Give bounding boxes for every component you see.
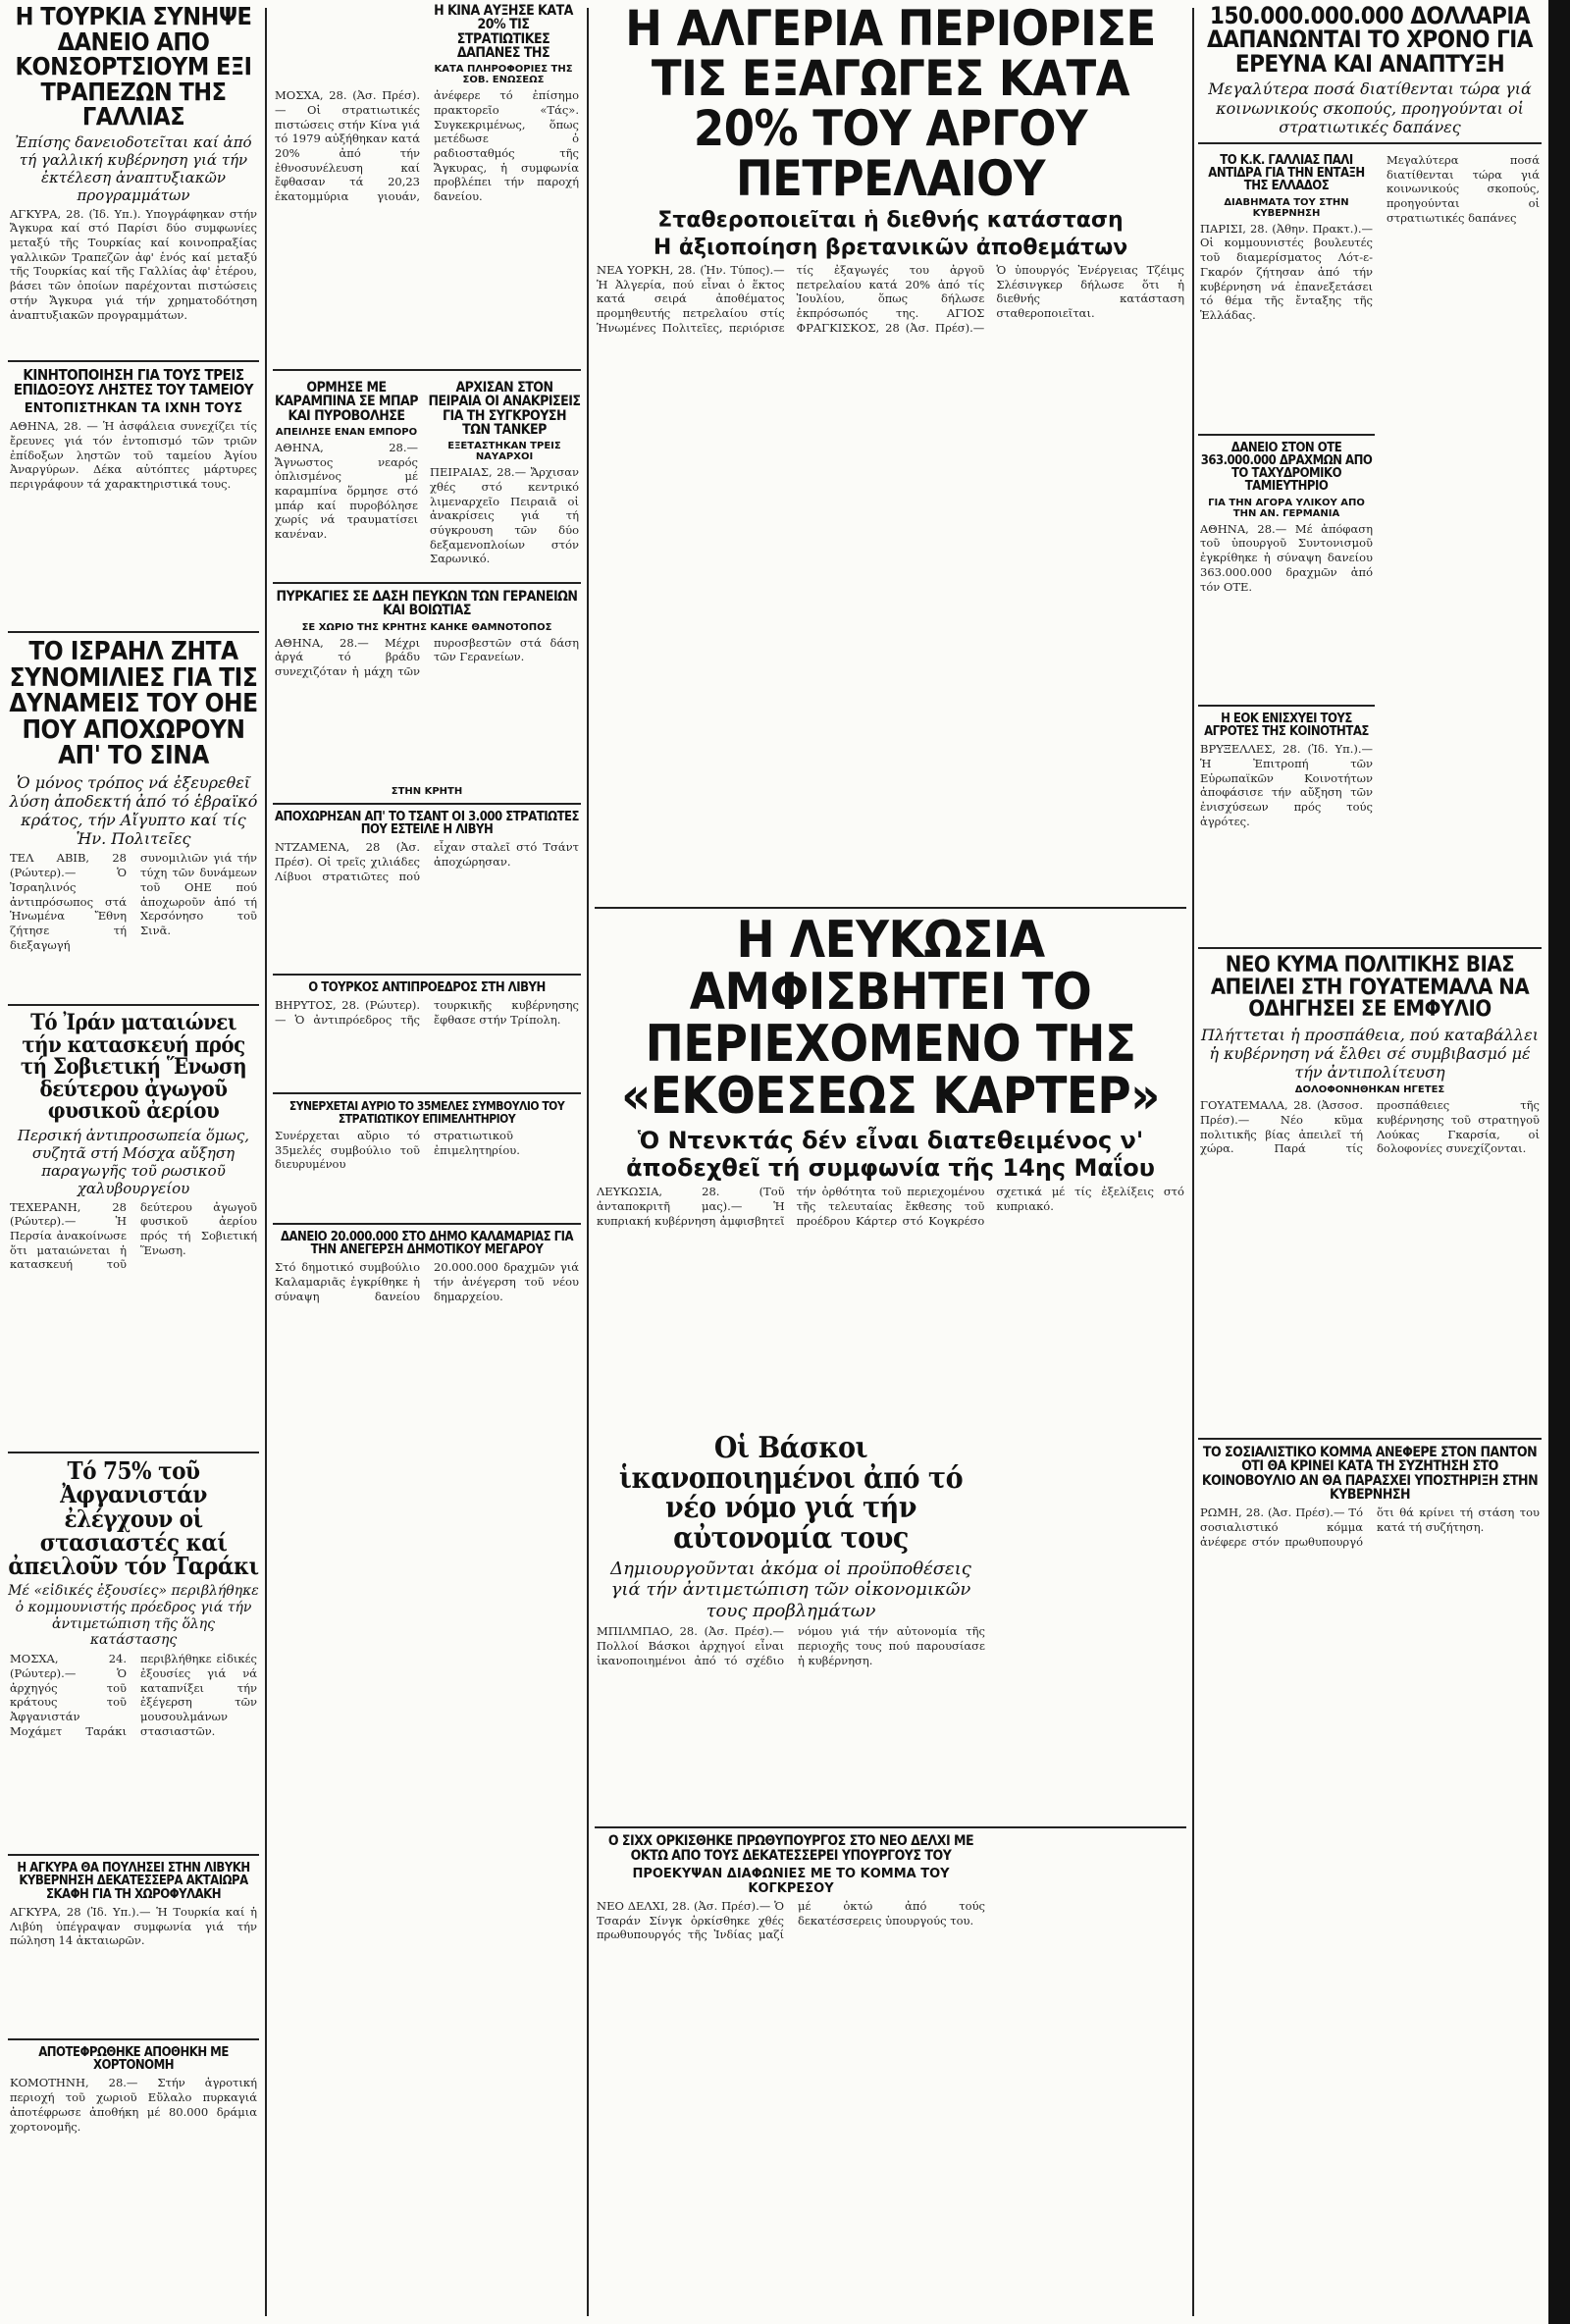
article-basques xyxy=(595,1431,987,1821)
subhead-guatemala: ΔΟΛΟΦΟΝΗΘΗΚΑΝ ΗΓΕΤΕΣ xyxy=(1294,1084,1445,1096)
body-singh-india: ΝΕΟ ΔΕΛΧΙ, 28. (Ἀσ. Πρέσ).— Ὁ Τσαράν Σίνγκ ὁρκίσθηκε χθές πρωθυπουργός τῆς Ἰνδίας μαζί μέ ὀκτώ ἀπό τούς δεκατέσσερεις ὑπουργούς του. xyxy=(597,1898,985,1942)
subhead-crete: ΣΤΗΝ ΚΡΗΤΗ xyxy=(391,785,463,797)
column-rule-3 xyxy=(1192,8,1194,2316)
divider xyxy=(595,907,1186,909)
body-warehouse-fire: ΚΟΜΟΤΗΝΗ, 28.— Στήν ἀγροτική περιοχή τοῦ χωριοῦ Εὔλαλο πυρκαγιά ἀποτέφρωσε ἀποθήκη μέ 80.000 δράμια χορτονομῆς. xyxy=(10,2076,257,2134)
divider xyxy=(273,803,581,805)
body-guatemala: ΓΟΥΑΤΕΜΑΛΑ, 28. (Ἀσσοσ. Πρέσ).— Νέο κῦμα πολιτικῆς βίας ἀπειλεῖ τή χώρα. Παρά τίς προσπάθειες τῆς κυβέρνησης τοῦ στρατηγοῦ Λούκας Γκαρσία, οἱ δολοφονίες συνεχίζονται. xyxy=(1200,1098,1540,1156)
deck-basques: Δημιουργοῦνται ἀκόμα οἱ προϋποθέσεις γιά τήν ἀντιμετώπιση τῶν οἰκονομικῶν τους προβλημάτων xyxy=(610,1558,971,1621)
column-rule-2 xyxy=(587,8,589,2316)
deck-turkey-loan: Ἐπίσης δανειοδοτεῖται καί ἀπό τή γαλλική κυβέρνηση γιά τήν ἐκτέλεση ἀναπτυξιακῶν προγραμμάτων xyxy=(15,132,252,204)
article-warehouse-fire xyxy=(8,2046,259,2145)
article-turkey-loan xyxy=(8,4,259,354)
headline-turkish-vp: Ο ΤΟΥΡΚΟΣ ΑΝΤΙΠΡΟΕΔΡΟΣ ΣΤΗ ΛΙΒΥΗ xyxy=(308,980,546,996)
body-rd-spending-text: Μεγαλύτερα ποσά διατίθενται τώρα γιά κοινωνικούς σκοπούς, προηγούνται οἱ στρατιωτικές δαπάνες xyxy=(1387,152,1540,225)
headline-afghanistan: Τό 75% τοῦ Ἀφγανιστάν ἐλέγχουν οἱ στασιαστές καί ἀπειλοῦν τόν Ταράκι xyxy=(8,1455,259,1581)
divider xyxy=(273,369,581,371)
body-basques: ΜΠΙΛΜΠΑΟ, 28. (Ἀσ. Πρέσ).— Πολλοί Βάσκοι ἀρχηγοί εἶναι ἱκανοποιημένοι ἀπό τό σχέδιο νόμου γιά τήν αὐτονομία τῆς περιοχῆς τους πού παρουσίασε ἡ κυβέρνηση. xyxy=(597,1624,985,1667)
headline-socialist-party: ΤΟ ΣΟΣΙΑΛΙΣΤΙΚΟ ΚΟΜΜΑ ΑΝΕΦΕΡΕ ΣΤΟΝ ΠΑΝΤΟΝ ΟΤΙ ΘΑ ΚΡΙΝΕΙ ΚΑΤΑ ΤΗ ΣΥΖΗΤΗΣΗ ΣΤΟ ΚΟΙΝΟΒΟΥΛΙΟ ΑΝ ΘΑ ΠΑΡΑΣΧΕΙ ΥΠΟΣΤΗΡΙΞΗ ΣΤΗΝ ΚΥΒΕΡΝΗΣΗ xyxy=(1201,1445,1539,1503)
article-algeria-oil xyxy=(595,0,1186,901)
headline-eec-farmers: Η ΕΟΚ ΕΝΙΣΧΥΕΙ ΤΟΥΣ ΑΓΡΟΤΕΣ ΤΗΣ ΚΟΙΝΟΤΗΤΑΣ xyxy=(1204,711,1369,739)
subhead-bar-shooting: ΑΠΕΙΛΗΣΕ ΕΝΑΝ ΕΜΠΟΡΟ xyxy=(275,426,418,438)
article-socialist-party xyxy=(1198,1446,1542,1761)
body-nicosia-carter: ΛΕΥΚΩΣΙΑ, 28. (Τοῦ ἀνταποκριτῆ μας).— Ἡ κυπριακή κυβέρνηση ἀμφισβητεῖ τήν ὀρθότητα τοῦ περιεχομένου τῆς τελευταίας ἔκθεσης τοῦ προέδρου Κάρτερ στό Κογκρέσο σχετικά μέ τίς ἐξελίξεις στό κυπριακό. xyxy=(597,1185,1184,1228)
article-israel-talks xyxy=(8,639,259,998)
subhead-robbers: ΕΝΤΟΠΙΣΤΗΚΑΝ ΤΑ ΙΧΝΗ ΤΟΥΣ xyxy=(24,401,243,417)
headline-guatemala: ΝΕΟ ΚΥΜΑ ΠΟΛΙΤΙΚΗΣ ΒΙΑΣ ΑΠΕΙΛΕΙ ΣΤΗ ΓΟΥΑΤΕΜΑΛΑ ΝΑ ΟΔΗΓΗΣΕΙ ΣΕ ΕΜΦΥΛΙΟ xyxy=(1210,953,1530,1023)
headline-tanker-inquiry: ΑΡΧΙΣΑΝ ΣΤΟΝ ΠΕΙΡΑΙΑ ΟΙ ΑΝΑΚΡΙΣΕΙΣ ΓΙΑ ΤΗ ΣΥΓΚΡΟΥΣΗ ΤΩΝ ΤΑΝΚΕΡ xyxy=(428,380,581,438)
divider xyxy=(273,1092,581,1094)
subhead-tanker-inquiry: ΕΞΕΤΑΣΤΗΚΑΝ ΤΡΕΙΣ ΝΑΥΑΡΧΟΙ xyxy=(447,441,561,463)
deck-nicosia-carter: Ὁ Ντενκτάς δέν εἶναι διατεθειμένος ν' ἀποδεχθεῖ τή συμφωνία τῆς 14ης Μαΐου xyxy=(626,1127,1155,1183)
divider xyxy=(273,974,581,976)
article-guatemala xyxy=(1198,955,1542,1432)
body-kalamaria-loan: Στό δημοτικό συμβούλιο Καλαμαριᾶς ἐγκρίθηκε ἡ σύναψη δανείου 20.000.000 δραχμῶν γιά τήν ἀνέγερση τοῦ νέου δημαρχείου. xyxy=(275,1260,579,1303)
deck-algeria-2: Η ἀξιοποίηση βρετανικῶν ἀποθεμάτων xyxy=(653,236,1128,260)
headline-pcf-greece: ΤΟ Κ.Κ. ΓΑΛΛΙΑΣ ΠΑΛΙ ΑΝΤΙΔΡΑ ΓΙΑ ΤΗΝ ΕΝΤΑΞΗ ΤΗΣ ΕΛΛΑΔΟΣ xyxy=(1208,152,1365,194)
divider xyxy=(8,2038,259,2040)
divider xyxy=(8,360,259,362)
headline-iran-pipeline: Τό Ἰράν ματαιώνει τήν κατασκευή πρός τή Σοβιετική Ἕνωση δεύτερου ἀγωγοῦ φυσικοῦ ἀερίου xyxy=(20,1010,247,1125)
headline-military-chamber: ΣΥΝΕΡΧΕΤΑΙ ΑΥΡΙΟ ΤΟ 35ΜΕΛΕΣ ΣΥΜΒΟΥΛΙΟ ΤΟΥ ΣΤΡΑΤΙΩΤΙΚΟΥ ΕΠΙΜΕΛΗΤΗΡΙΟΥ xyxy=(288,1099,565,1126)
page-edge-shadow xyxy=(1548,0,1570,2324)
headline-bar-shooting: ΟΡΜΗΣΕ ΜΕ ΚΑΡΑΜΠΙΝΑ ΣΕ ΜΠΑΡ ΚΑΙ ΠΥΡΟΒΟΛΗΣΕ xyxy=(274,380,419,424)
body-bar-shooting: ΑΘΗΝΑ, 28.— Ἄγνωστος νεαρός ὁπλισμένος μέ καραμπίνα ὅρμησε στό μπάρ καί πυροβόλησε χωρίς νά τραυματίσει κανέναν. xyxy=(275,440,418,542)
body-robbers: ΑΘΗΝΑ, 28. — Ἡ ἀσφάλεια συνεχίζει τίς ἔρευνες γιά τόν ἐντοπισμό τῶν τριῶν ἐπίδοξων ληστῶν τοῦ ταμείου Ἀγίου Ἀναργύρων. Δέκα αὐτόπτες μάρτυρες περιγράφουν τά χαρακτηριστικά τους. xyxy=(10,419,257,491)
divider xyxy=(273,582,581,584)
body-china-military: ΜΟΣΧΑ, 28. (Ἀσ. Πρέσ).— Οἱ στρατιωτικές πιστώσεις στήν Κίνα γιά τό 1979 αὐξήθηκαν κατά 20% ἀπό τήν ἐθνοσυνέλευση καί ἔφθασαν τά 20,23 ἑκατομμύρια γιουάν, ἀνέφερε τό ἐπίσημο πρακτορεῖο «Τάς». Συγκεκριμένως, ὅπως μετέδωσε ὁ ραδιοσταθμός τῆς Ἄγκυρας, ἡ συμφωνία προβλέπει τήν παροχή δανείου. xyxy=(275,88,579,204)
article-singh-india xyxy=(595,1834,987,2066)
article-china-military xyxy=(273,4,581,363)
column-right xyxy=(1198,0,1542,2324)
headline-algeria-oil: Η ΑΛΓΕΡΙΑ ΠΕΡΙΟΡΙΣΕ ΤΙΣ ΕΞΑΓΩΓΕΣ ΚΑΤΑ 20% ΤΟΥ ΑΡΓΟΥ ΠΕΤΡΕΛΑΙΟΥ xyxy=(625,0,1156,207)
column-rule-1 xyxy=(265,8,267,2316)
divider xyxy=(273,1223,581,1225)
divider xyxy=(1198,705,1375,707)
deck-algeria-1: Σταθεροποιεῖται ἡ διεθνής κατάσταση xyxy=(657,208,1124,233)
body-tanker-inquiry: ΠΕΙΡΑΙΑΣ, 28.— Ἄρχισαν χθές στό κεντρικό λιμεναρχεῖο Πειραιᾶ οἱ ἀνακρίσεις γιά τή σύγκρουση τῶν δύο δεξαμενοπλοίων στόν Σαρωνικό. xyxy=(430,465,579,566)
divider xyxy=(8,1452,259,1453)
subhead-ote-loan: ΓΙΑ ΤΗΝ ΑΓΟΡΑ ΥΛΙΚΟΥ ΑΠΟ ΤΗΝ ΑΝ. ΓΕΡΜΑΝΙΑ xyxy=(1208,497,1365,519)
article-eec-farmers xyxy=(1198,713,1375,939)
deck-rd-spending: Μεγαλύτερα ποσά διατίθενται τώρα γιά κοινωνικούς σκοπούς, προηγούνται οἱ στρατιωτικές δαπάνες xyxy=(1208,79,1532,136)
article-robbers xyxy=(8,365,259,626)
headline-turkey-libya-boats: Η ΑΓΚΥΡΑ ΘΑ ΠΟΥΛΗΣΕΙ ΣΤΗΝ ΛΙΒΥΚΗ ΚΥΒΕΡΝΗΣΗ ΔΕΚΑΤΕΣΣΕΡΑ ΑΚΤΑΙΩΡΑ ΣΚΑΦΗ ΓΙΑ ΤΗ ΧΩΡΟΦΥΛΑΚΗ xyxy=(17,1861,250,1902)
body-afghanistan: ΜΟΣΧΑ, 24. (Ρώυτερ).— Ὁ ἀρχηγός τοῦ κράτους τοῦ Ἀφγανιστάν Μοχάμετ Ταράκι περιβλήθηκε εἰδικές ἐξουσίες γιά νά καταπνίξει τήν ἐξέγερση τῶν μουσουλμάνων στασιαστῶν. xyxy=(10,1652,257,1738)
body-ote-loan: ΑΘΗΝΑ, 28.— Μέ ἀπόφαση τοῦ ὑπουργοῦ Συντονισμοῦ ἐγκρίθηκε ἡ σύναψη δανείου 363.000.000 δραχμῶν ἀπό τόν ΟΤΕ. xyxy=(1200,521,1373,594)
article-turkey-libya-boats xyxy=(8,1862,259,2033)
deck-afghanistan: Μέ «εἰδικές ἐξουσίες» περιβλήθηκε ὁ κομμουνιστής πρόεδρος γιά τήν ἀντιμετώπιση τῆς ὅλης κατάστασης xyxy=(8,1582,259,1649)
article-nicosia-carter xyxy=(595,911,1186,1430)
deck-iran-pipeline: Περσική ἀντιπροσωπεία ὅμως, συζητᾶ στή Μόσχα αὔξηση παραγωγῆς τοῦ ρωσικοῦ χαλυβουργείου xyxy=(17,1126,250,1197)
body-turkish-vp: ΒΗΡΥΤΟΣ, 28. (Ρώυτερ).— Ὁ ἀντιπρόεδρος τῆς τουρκικῆς κυβέρνησης ἔφθασε στήν Τρίπολη. xyxy=(275,998,579,1028)
headline-china-military: Η ΚΙΝΑ ΑΥΞΗΣΕ ΚΑΤΑ 20% ΤΙΣ ΣΤΡΑΤΙΩΤΙΚΕΣ ΔΑΠΑΝΕΣ ΤΗΣ xyxy=(434,3,573,61)
headline-kalamaria-loan: ΔΑΝΕΙΟ 20.000.000 ΣΤΟ ΔΗΜΟ ΚΑΛΑΜΑΡΙΑΣ ΓΙΑ ΤΗΝ ΑΝΕΓΕΡΣΗ ΔΗΜΟΤΙΚΟΥ ΜΕΓΑΡΟΥ xyxy=(280,1229,574,1258)
article-afghanistan xyxy=(8,1455,259,1849)
headline-robbers: ΚΙΝΗΤΟΠΟΙΗΣΗ ΓΙΑ ΤΟΥΣ ΤΡΕΙΣ ΕΠΙΔΟΞΟΥΣ ΛΗΣΤΕΣ ΤΟΥ ΤΑΜΕΙΟΥ xyxy=(13,365,254,398)
divider xyxy=(1198,434,1375,436)
article-turkish-vp xyxy=(273,981,581,1086)
divider xyxy=(1198,947,1542,949)
deck-israel-talks: Ὁ μόνος τρόπος νά ἐξευρεθεῖ λύση ἀποδεκτή ἀπό τό ἑβραϊκό κράτος, τήν Αἴγυπτο καί τίς Ἡν. Πολιτεῖες xyxy=(9,772,258,849)
article-rd-spending xyxy=(1198,4,1542,136)
article-chad-withdraw xyxy=(273,811,581,969)
article-forest-fires xyxy=(273,590,581,797)
headline-warehouse-fire: ΑΠΟΤΕΦΡΩΘΗΚΕ ΑΠΟΘΗΚΗ ΜΕ ΧΟΡΤΟΝΟΜΗ xyxy=(38,2044,229,2074)
subhead-pcf-greece: ΔΙΑΒΗΜΑΤΑ ΤΟΥ ΣΤΗΝ ΚΥΒΕΡΝΗΣΗ xyxy=(1224,196,1349,219)
column-second xyxy=(273,0,581,2324)
body-turkey-libya-boats: ΑΓΚΥΡΑ, 28 (Ἰδ. Υπ.).— Ἡ Τουρκία καί ἡ Λιβύη ὑπέγραψαν συμφωνία γιά τήν πώληση 14 ἀκταιωρῶν. xyxy=(10,1904,257,1948)
headline-singh-india: Ο ΣΙΧΧ ΟΡΚΙΣΘΗΚΕ ΠΡΩΘΥΠΟΥΡΓΟΣ ΣΤΟ ΝΕΟ ΔΕΛΧΙ ΜΕ ΟΚΤΩ ΑΠΟ ΤΟΥΣ ΔΕΚΑΤΕΣΣΕΡΕΙ ΥΠΟΥΡΓΟΥΣ ΤΟΥ xyxy=(607,1833,974,1864)
headline-basques: Οἱ Βάσκοι ἱκανοποιημένοι ἀπό τό νέο νόμο γιά τήν αὐτονομία τους xyxy=(618,1431,964,1556)
headline-rd-spending: 150.000.000.000 ΔΟΛΛΑΡΙΑ ΔΑΠΑΝΩΝΤΑΙ ΤΟ ΧΡΟΝΟ ΓΙΑ ΕΡΕΥΝΑ ΚΑΙ ΑΝΑΠΤΥΞΗ xyxy=(1206,2,1534,78)
column-center xyxy=(595,0,1186,2324)
article-iran-pipeline xyxy=(8,1012,259,1445)
divider xyxy=(595,1826,1186,1828)
article-military-chamber xyxy=(273,1100,581,1216)
article-ote-loan xyxy=(1198,442,1375,699)
subhead-singh-india: ΠΡΟΕΚΥΨΑΝ ΔΙΑΦΩΝΙΕΣ ΜΕ ΤΟ ΚΟΜΜΑ ΤΟΥ ΚΟΓΚΡΕΣΟΥ xyxy=(632,1866,950,1896)
divider xyxy=(8,1004,259,1006)
body-forest-fires: ΑΘΗΝΑ, 28.— Μέχρι ἀργά τό βράδυ συνεχιζόταν ἡ μάχη τῶν πυροσβεστῶν στά δάση τῶν Γερανείων. xyxy=(275,635,579,679)
subhead-china-military: ΚΑΤΑ ΠΛΗΡΟΦΟΡΙΕΣ ΤΗΣ ΣΟΒ. ΕΝΩΣΕΩΣ xyxy=(434,64,573,86)
divider xyxy=(1198,142,1542,144)
divider xyxy=(1198,1438,1542,1440)
article-kalamaria-loan xyxy=(273,1231,581,1457)
body-pcf-greece: ΠΑΡΙΣΙ, 28. (Ἀθην. Πρακτ.).— Οἱ κομμουνιστές βουλευτές τοῦ διαμερίσματος Λότ-ε-Γκαρόν ζήτησαν ἀπό τήν κυβέρνηση νά ἐπανεξετάσει τό θέμα τῆς ἔνταξης τῆς Ἑλλάδας. xyxy=(1200,221,1373,323)
body-israel-talks: ΤΕΛ ΑΒΙΒ, 28 (Ρώυτερ).— Ὁ Ἰσραηλινός ἀντιπρόσωπος στά Ἡνωμένα Ἔθνη ζήτησε τή διεξαγωγή συνομιλιῶν γιά τήν τύχη τῶν δυνάμεων τοῦ ΟΗΕ πού ἀποχωροῦν ἀπό τή Χερσόνησο τοῦ Σινᾶ. xyxy=(10,851,257,952)
body-rd-spending xyxy=(1387,153,1540,899)
article-bar-shooting xyxy=(273,377,581,576)
divider xyxy=(8,631,259,633)
subhead-forest-fires: ΣΕ ΧΩΡΙΟ ΤΗΣ ΚΡΗΤΗΣ ΚΑΗΚΕ ΘΑΜΝΟΤΟΠΟΣ xyxy=(301,621,552,633)
body-turkey-loan: ΑΓΚΥΡΑ, 28. (Ἰδ. Υπ.). Υπογράφηκαν στήν Ἄγκυρα καί στό Παρίσι δύο συμφωνίες μεταξύ τῆς Τουρκίας καί κοινοπραξίας γαλλικῶν Τραπεζῶν ἀφ' ἑνός καί μεταξύ τῆς Τουρκίας καί τῆς Γαλλίας ἀφ' ἑτέρου, βάσει τῶν ὁποίων παρέχονται πιστώσεις στήν Ἄγκυρα γιά τήν χρηματοδότηση ἀναπτυξιακῶν προγραμμάτων. xyxy=(10,206,257,322)
article-pcf-greece xyxy=(1198,154,1375,428)
body-military-chamber: Συνέρχεται αὔριο τό 35μελές συμβούλιο τοῦ διευρυμένου στρατιωτικοῦ ἐπιμελητηρίου. xyxy=(275,1128,520,1172)
headline-israel-talks: ΤΟ ΙΣΡΑΗΛ ΖΗΤΑ ΣΥΝΟΜΙΛΙΕΣ ΓΙΑ ΤΙΣ ΔΥΝΑΜΕΙΣ ΤΟΥ ΟΗΕ ΠΟΥ ΑΠΟΧΩΡΟΥΝ ΑΠ' ΤΟ ΣΙΝΑ xyxy=(9,637,258,771)
headline-chad-withdraw: ΑΠΟΧΩΡΗΣΑΝ ΑΠ' ΤΟ ΤΣΑΝΤ ΟΙ 3.000 ΣΤΡΑΤΙΩΤΕΣ ΠΟΥ ΕΣΤΕΙΛΕ Η ΛΙΒΥΗ xyxy=(274,809,580,837)
body-algeria-oil: ΝΕΑ ΥΟΡΚΗ, 28. (Ἡν. Τύπος).— Ἡ Ἀλγερία, πού εἶναι ὁ ἕκτος κατά σειρά ἀποθέματος προμηθευτής πετρελαίου στίς Ἡνωμένες Πολιτεῖες, περιόρισε τίς ἐξαγωγές του ἀργοῦ πετρελαίου κατά 20% ἀπό τίς Ἰουλίου, ὅπως δήλωσε ἐκπρόσωπός της. ΑΓΙΟΣ ΦΡΑΓΚΙΣΚΟΣ, 28 (Ἀσ. Πρέσ).— Ὁ ὑπουργός Ἐνέργειας Τζέιμς Σλέσινγκερ δήλωσε ὅτι ἡ διεθνής κατάσταση σταθεροποιεῖται. xyxy=(597,263,1184,335)
column-left xyxy=(8,0,259,2324)
body-eec-farmers: ΒΡΥΞΕΛΛΕΣ, 28. (Ἰδ. Υπ.).— Ἡ Ἐπιτροπή τῶν Εὐρωπαϊκῶν Κοινοτήτων ἀποφάσισε τήν αὔξηση τῶν ἐνισχύσεων πρός τούς ἀγρότες. xyxy=(1200,742,1373,828)
deck-guatemala: Πλήττεται ἡ προσπάθεια, πού καταβάλλει ἡ κυβέρνηση νά ἔλθει σέ συμβιβασμό μέ τήν ἀντιπολίτευση xyxy=(1200,1025,1540,1082)
headline-nicosia-carter: Η ΛΕΥΚΩΣΙΑ ΑΜΦΙΣΒΗΤΕΙ ΤΟ ΠΕΡΙΕΧΟΜΕΝΟ ΤΗΣ «ΕΚΘΕΣΕΩΣ ΚΑΡΤΕΡ» xyxy=(621,911,1160,1127)
body-socialist-party: ΡΩΜΗ, 28. (Ἀσ. Πρέσ).— Τό σοσιαλιστικό κόμμα ἀνέφερε στόν πρωθυπουργό ὅτι θά κρίνει τή στάση του κατά τή συζήτηση. xyxy=(1200,1505,1540,1549)
body-chad-withdraw: ΝΤΖΑΜΕΝΑ, 28 (Ἀσ. Πρέσ). Οἱ τρεῖς χιλιάδες Λίβυοι στρατιῶτες πού εἶχαν σταλεῖ στό Τσάντ ἀποχώρησαν. xyxy=(275,840,579,883)
body-iran-pipeline: ΤΕΧΕΡΑΝΗ, 28 (Ρώυτερ).— Ἡ Περσία ἀνακοίνωσε ὅτι ματαιώνεται ἡ κατασκευή τοῦ δεύτερου ἀγωγοῦ φυσικοῦ ἀερίου πρός τή Σοβιετική Ἕνωση. xyxy=(10,1199,257,1272)
headline-ote-loan: ΔΑΝΕΙΟ ΣΤΟΝ ΟΤΕ 363.000.000 ΔΡΑΧΜΩΝ ΑΠΟ ΤΟ ΤΑΧΥΔΡΟΜΙΚΟ ΤΑΜΙΕΥΤΗΡΙΟ xyxy=(1200,440,1373,495)
headline-forest-fires: ΠΥΡΚΑΓΙΕΣ ΣΕ ΔΑΣΗ ΠΕΥΚΩΝ ΤΩΝ ΓΕΡΑΝΕΙΩΝ ΚΑΙ ΒΟΙΩΤΙΑΣ xyxy=(276,589,578,619)
divider xyxy=(8,1854,259,1856)
headline-turkey-loan: Η ΤΟΥΡΚΙΑ ΣΥΝΗΨΕ ΔΑΝΕΙΟ ΑΠΟ ΚΟΝΣΟΡΤΣΙΟΥΜ ΕΞΙ ΤΡΑΠΕΖΩΝ ΤΗΣ ΓΑΛΛΙΑΣ xyxy=(15,2,252,131)
